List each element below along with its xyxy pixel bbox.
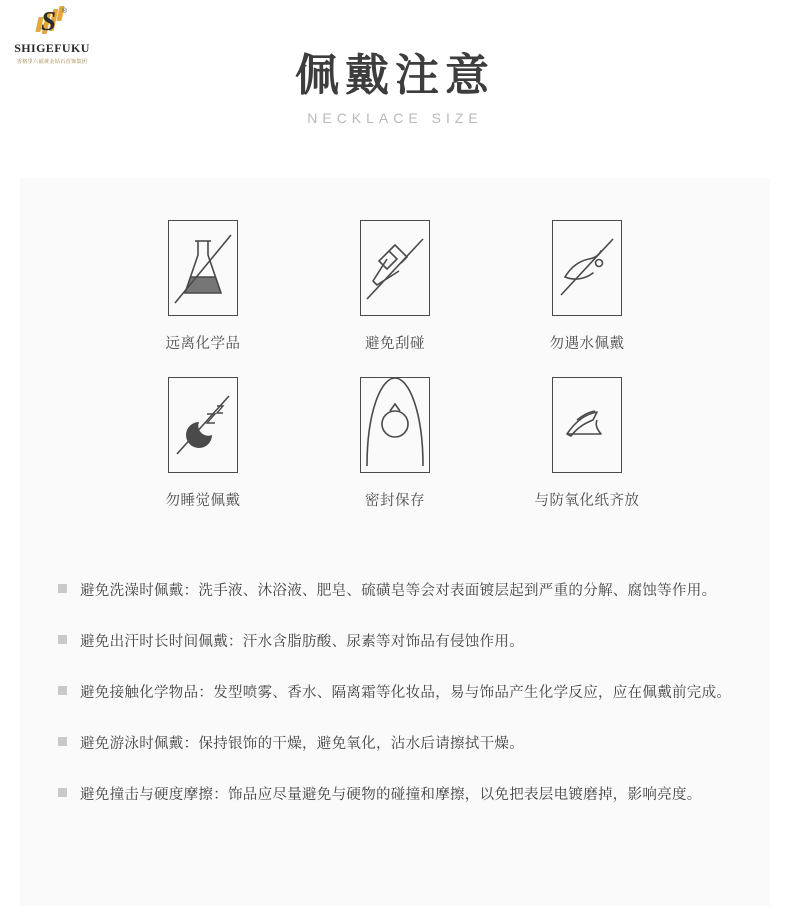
no-sleep-wear-icon [168,377,238,473]
note-text: 避免接触化学物品：发型喷雾、香水、隔离霜等化妆品，易与饰品产生化学反应，应在佩戴前完成。 [80,685,732,701]
icon-grid [20,220,770,534]
icon-label: 远离化学品 [165,336,241,352]
notes-list [58,578,748,833]
note-text: 避免撞击与硬度摩擦：饰品应尽量避免与硬物的碰撞和摩擦，以免把表层电镀磨掉，影响亮度。 [80,787,702,803]
bullet-square-icon [58,635,67,644]
page-title: 佩戴注意 [295,50,495,101]
anti-oxidation-paper-icon [552,377,622,473]
brand-name: SHIGEFUKU [14,41,90,55]
icon-cell-water [491,220,683,353]
note-text: 避免出汗时长时间佩戴：汗水含脂肪酸、尿素等对饰品有侵蚀作用。 [80,634,524,650]
icon-label: 与防氧化纸齐放 [534,493,640,509]
icon-cell-sealed [299,377,491,510]
list-item [58,680,748,707]
bullet-square-icon [58,686,67,695]
page-title-block [0,50,790,126]
note-text: 避免游泳时佩戴：保持银饰的干燥，避免氧化，沾水后请擦拭干燥。 [80,736,524,752]
logo-letter: S [41,6,57,36]
icon-row-1 [20,220,770,377]
icon-cell-scratch [299,220,491,353]
icon-cell-chemical [107,220,299,353]
list-item [58,731,748,758]
sealed-storage-icon [360,377,430,473]
note-text: 避免洗澡时佩戴：洗手液、沐浴液、肥皂、硫磺皂等会对表面镀层起到严重的分解、腐蚀等作用。 [80,583,717,599]
list-item [58,578,748,605]
care-instructions-panel [20,178,770,906]
icon-row-2 [20,377,770,534]
bullet-square-icon [58,788,67,797]
icon-label: 密封保存 [365,493,425,509]
bullet-square-icon [58,584,67,593]
brand-tagline: 香格里六福黄金钻石首饰集团 [16,59,88,65]
chemical-flask-icon [168,220,238,316]
registered-mark-icon: ® [61,8,67,15]
no-water-icon [552,220,622,316]
list-item [58,629,748,656]
page-subtitle: NECKLACE SIZE [307,110,483,126]
icon-label: 勿遇水佩戴 [549,336,625,352]
icon-label: 避免刮碰 [365,336,425,352]
bullet-square-icon [58,737,67,746]
list-item [58,782,748,809]
icon-cell-paper [491,377,683,510]
hammer-no-scratch-icon [360,220,430,316]
logo-mark [35,6,69,40]
icon-cell-sleep [107,377,299,510]
icon-label: 勿睡觉佩戴 [165,493,241,509]
